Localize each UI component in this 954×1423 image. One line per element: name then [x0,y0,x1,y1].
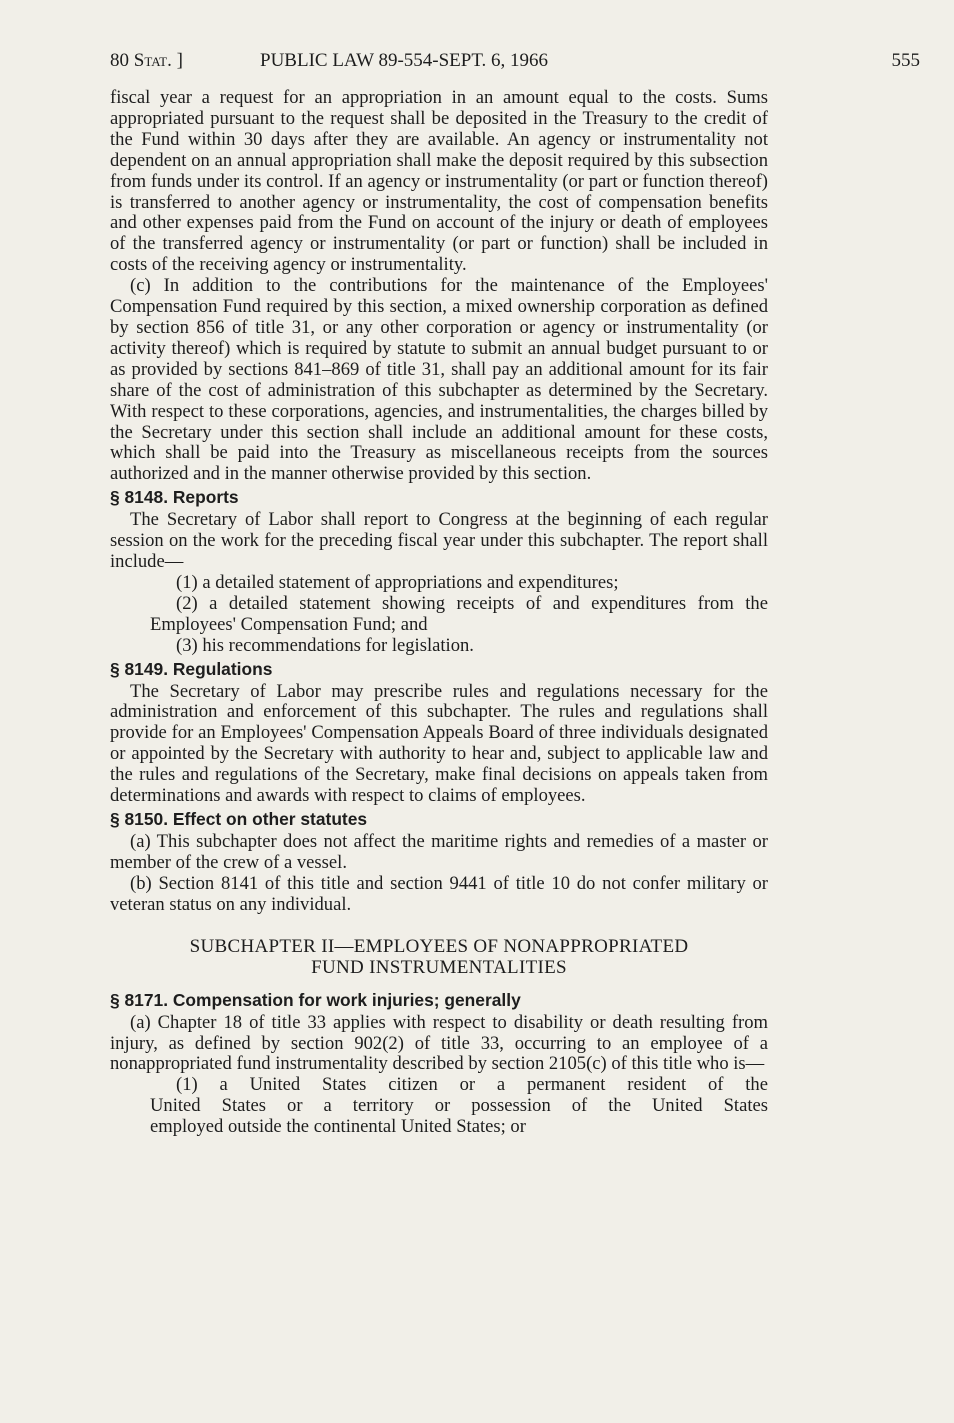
section-heading-8149: § 8149. Regulations [110,658,273,679]
paragraph-reports: The Secretary of Labor shall report to Congress at the beginning of each regular session on the work for the preceding fiscal year under this subchapter. The report shall include— [110,509,768,573]
statute-reference: 80 Stat. ] [110,50,183,71]
list-item-citizen-line-3: employed outside the continental United States; or [150,1116,526,1138]
list-item-1: (1) a detailed statement of appropriations and expenditures; [176,571,619,593]
list-item-3: (3) his recommendations for legislation. [176,634,474,656]
subchapter-title [110,936,768,978]
page-title: PUBLIC LAW 89-554-SEPT. 6, 1966 [260,50,549,71]
document-body [110,88,768,1138]
paragraph-chapter-18: (a) Chapter 18 of title 33 applies with respect to disability or death resulting from injury, as defined by section 902(2) of title 33, occurring to an employee of a nonappropriated fund instrumentality described by section 2105(c) of this title who is— [110,1011,768,1075]
list-item-citizen [110,1075,768,1138]
paragraph-regulations: The Secretary of Labor may prescribe rules and regulations necessary for the administration and enforcement of this subchapter. The rules and regulations shall provide for an Employees' Compensation Appeals Board of three individuals designated or appointed by the Secretary with authority to hear and, subject to applicable law and the rules and regulations of the Secretary, make final decisions on appeals taken from determinations and awards with respect to claims of employees. [110,680,768,807]
running-header [110,50,920,74]
list-item-citizen-line-2: United States or a territory or possession of the United States [150,1095,768,1117]
subchapter-title-line-1: SUBCHAPTER II—EMPLOYEES OF NONAPPROPRIATED [189,935,689,957]
section-heading-8171: § 8171. Compensation for work injuries; generally [110,989,521,1010]
paragraph-subsection-b: (b) Section 8141 of this title and section 9441 of title 10 do not confer military or veteran status on any individual. [110,872,768,915]
report-items-list [110,573,768,657]
section-heading-8148: § 8148. Reports [110,487,239,508]
paragraph-funding-continued: fiscal year a request for an appropriation in an amount equal to the costs. Sums appropriated pursuant to the request shall be deposited in the Treasury to the credit of the Fund within 30 days after they are available. An agency or instrumentality not dependent on an annual appropriation shall make the deposit required by this subsection from funds under its control. If an agency or instrumentality (or part or function thereof) is transferred to another agency or instrumentality, the cost of compensation benefits and other expenses paid from the Fund on account of the injury or death of employees of the transferred agency or instrumentality (or part or function) shall be included in costs of the receiving agency or instrumentality. [110,87,768,276]
list-item-citizen-line-1: (1) a United States citizen or a permanent resident of the [176,1074,768,1096]
subchapter-title-line-2: FUND INSTRUMENTALITIES [311,956,567,978]
paragraph-subsection-c: (c) In addition to the contributions for the maintenance of the Employees' Compensation Fund required by this section, a mixed ownership corporation as defined by section 856 of title 31, or any other corporation or agency or instrumentality (or activity thereof) which is required by statute to submit an annual budget pursuant to or as provided by sections 841–869 of title 31, shall pay an additional amount for its fair share of the cost of administration of this subchapter as determined by the Secretary. With respect to these corporations, agencies, and instrumentalities, the charges billed by the Secretary under this section shall include an additional amount for these costs, which shall be paid into the Treasury as miscellaneous receipts from the sources authorized and in the manner otherwise provided by this section. [110,275,768,485]
section-heading-8150: § 8150. Effect on other statutes [110,809,368,829]
page-number: 555 [891,50,920,71]
paragraph-subsection-a: (a) This subchapter does not affect the maritime rights and remedies of a master or member of the crew of a vessel. [110,831,768,873]
list-item-2: (2) a detailed statement showing receipts of and expenditures from the Employees' Compensation Fund; and [150,592,768,635]
